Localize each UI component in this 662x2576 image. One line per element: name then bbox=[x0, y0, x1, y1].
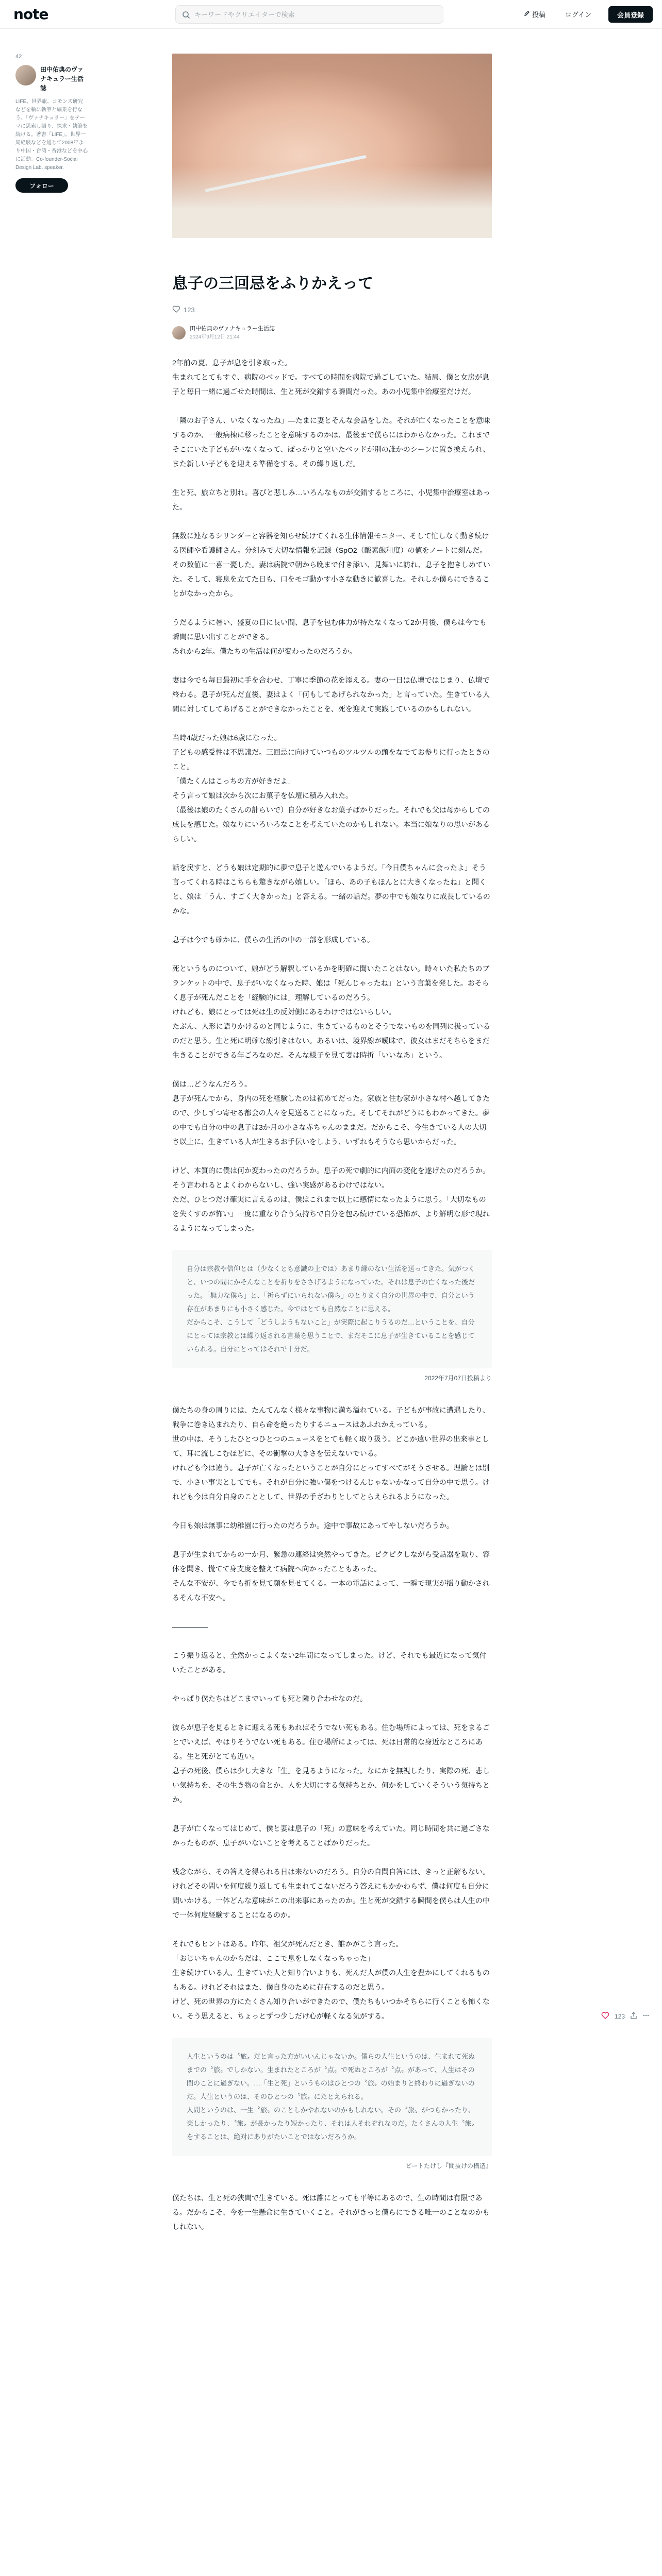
paragraph: 話を戻すと、どうも娘は定期的に夢で息子と遊んでいるようだ。「今日僕ちゃんに会ったよ」そう言ってくれる時はこちらも驚きながら嬉しい。「ほら、あの子もほんとに大きくなったね」と聞くと、娘は「うん、すごく大きかった」と答える。一緒の話だ。夢の中でも娘なりに成長しているのかな。 bbox=[172, 863, 490, 916]
paragraph: 彼らが息子を見るときに迎える死もあればそうでない死もある。住む場所によっては、死をまるごとでいえば、やはりそうでない死もある。住む場所によっては、死は日常的な身近なところにある。生と死がとても近い。 息子の死後、僕らは少し大きな「生」を見るようになった。なにかを無視したり、実際の死、悲しい気持ちを、その生き物の命とか、人を大切にする気持ちとか、何かをしていくそういう気持ちとか。 bbox=[172, 1723, 490, 1804]
post-date: 2024年9月12日 21:44 bbox=[190, 334, 240, 341]
signup-button[interactable]: 会員登録 bbox=[608, 6, 653, 23]
login-link[interactable]: ログイン bbox=[565, 11, 592, 19]
float-heart-icon[interactable] bbox=[601, 2011, 609, 2021]
like-row[interactable] bbox=[172, 305, 492, 315]
more-icon[interactable] bbox=[642, 2012, 650, 2021]
divider-text: ――――― bbox=[172, 1622, 208, 1631]
article bbox=[172, 54, 492, 2248]
post-button[interactable] bbox=[524, 9, 545, 19]
paragraph: 無数に連なるシリンダーと容器を知らせ続けてくれる生体情報モニター、そして忙しなく動き続ける医師や看護師さん。分刻みで大切な情報を記録（SpO2（酸素飽和度）の値をノートに刻んだ。その数値に一喜一憂した。妻は病院で朝から晩まで付き添い、見舞いに訪れ、息子を抱きしめていた。そして、寝息を立てた日も、口をモゴ動かす小さな動きに歓喜した。それしか僕らにできることがなかったから。 bbox=[172, 532, 490, 598]
paragraph: 2年前の夏、息子が息を引き取った。 生まれてとてもすぐ、病院のベッドで。すべての時間を病院で過ごしていた。結局、僕と女房が息子と毎日一緒に過ごせた時間は、生と死が交錯する瞬間だった。あの小児集中治療室だけだ。 bbox=[172, 359, 490, 396]
float-like-count: 123 bbox=[615, 2012, 625, 2020]
paragraph: 「隣のお子さん、いなくなったね」―たまに妻とそんな会話をした。それが亡くなったことを意味するのか、一般病棟に移ったことを意味するのかは、最後まで僕らにはわからなかった。これまでそこにいた子どもがいなくなって、ぽっかりと空いたベッドが別の誰かのシーンに置き換えられ、また新しい子どもを迎える準備をする。その繰り返しだ。 bbox=[172, 416, 490, 468]
creator-bio: LIFE、世界旅、コモンズ研究などを軸に執筆と編集を行なう。「ヴァナキュラー」をテーマに思索し語り、探求・執筆を続ける。著書「LIFE」。世界一周経験などを通じて2008年より中国・台湾・香港などを中心に活動。Co-founder-Social Design Lab. speaker. bbox=[15, 99, 88, 171]
search-input[interactable] bbox=[194, 6, 437, 23]
author-avatar[interactable] bbox=[172, 326, 186, 340]
blockquote: 自分は宗教や信仰とは（少なくとも意識の上では）あまり縁のない生活を送ってきた。気がつくと、いつの間にかそんなことを祈りをささげるようになっていた。それは息子の亡くなった後だった。「無力な僕ら」と、「祈らずにいられない僕ら」のとりまく自分の世界の中で、自分という存在があまりにも小さく感じた。今ではとても自然なことに思える。 だからこそ、こうして「どうしようもないこと」が実際に起こりうるのだ…ということを、自分にとっては宗教とは繰り返される言葉を思うことで、まだそこに息子が生きていることを感じていられる。自分にとってはそれで十分だ。 bbox=[172, 1250, 492, 1368]
hero-image-cloth bbox=[172, 166, 492, 238]
post-label: 投稿 bbox=[532, 11, 546, 19]
follow-button[interactable] bbox=[15, 178, 68, 193]
floating-actions bbox=[601, 2011, 650, 2021]
paragraph: 今日も娘は無事に幼稚園に行ったのだろうか。途中で事故にあってやしないだろうか。 bbox=[172, 1521, 454, 1530]
paragraph: 当時4歳だった娘は6歳になった。 子どもの感受性は不思議だ。三回忌に向けていつものツルツルの頭をなでてお参りに行ったときのこと。 「僕たくんはこっちの方が好きだよ」 そう言って娘は次から次にお菓子を仏壇に積み入れた。 （最後は娘のたくさんの計らいで）自分が好きなお菓子ばかりだった。それでも父は母からしての成長を感じた。娘なりにいろいろなことを考えていたのかもしれない。本当に娘なりの思いがあるらしい。 bbox=[172, 734, 490, 843]
creator-name[interactable]: 田中佑典のヴァナキュラー生活誌 bbox=[40, 66, 84, 92]
paragraph: 僕たちの身の周りには、たんてんなく様々な事物に満ち溢れている。子どもが事故に遭遇したり、戦争に巻き込まれたり、自ら命を絶ったりするニュースはあふれかえっている。 世の中は、そうしたひとつひとつのニュースをとても軽く取り扱う。どこか遠い世界の出来事として、耳に流しこむほどに、その衝撃の大きさを伝えないでいる。 けれども今は違う。息子が亡くなったということが自分にとってすべてがそうさせる。理論とは別で、小さい事実としてでも。それが自分に強い傷をつけるんじゃないかなって自分の中で思う。けれども今は自分自身のこととして、世界の手ざわりとしてとらえられるようになった。 bbox=[172, 1406, 490, 1501]
paragraph: 息子が亡くなってはじめて、僕と妻は息子の「死」の意味を考えていた。同じ時間を共に過ごさなかったものが、息子がいないことを考えることばかりだった。 bbox=[172, 1824, 490, 1848]
hero-image bbox=[172, 54, 492, 238]
author-name[interactable]: 田中佑典のヴァナキュラー生活誌 bbox=[190, 326, 275, 332]
paragraph: うだるように暑い、盛夏の日に長い間、息子を包む体力が持たなくなって2か月後、僕らは今でも瞬間に思い出すことができる。 あれから2年。僕たちの生活は何が変わったのだろうか。 bbox=[172, 618, 487, 656]
paragraph: こう振り返ると、全然かっこよくない2年間になってしまった。けど、それでも最近になって気付いたことがある。 bbox=[172, 1651, 487, 1674]
magazine-tag: 42 bbox=[15, 54, 22, 60]
article-title: 息子の三回忌をふりかえって bbox=[172, 275, 373, 292]
note-logo[interactable]: note bbox=[13, 6, 48, 23]
heart-icon[interactable] bbox=[172, 305, 180, 315]
share-icon[interactable] bbox=[630, 2012, 637, 2021]
follow-label: フォロー bbox=[29, 182, 54, 190]
creator-avatar[interactable] bbox=[15, 65, 36, 86]
search-icon bbox=[182, 11, 190, 19]
creator-sidebar bbox=[15, 54, 88, 193]
paragraph: 妻は今でも毎日最初に手を合わせ、丁寧に季節の花を添える。妻の一日は仏壇ではじまり、仏壇で終わる。息子が死んだ直後、妻はよく「何もしてあげられなかった」と言っていた。生きている人間に対してしてあげることができなかったことを、死を迎えて実践しているのかもしれない。 bbox=[172, 676, 490, 714]
article-body bbox=[172, 355, 492, 2234]
like-count: 123 bbox=[184, 306, 195, 314]
paragraph: けど、本質的に僕は何か変わったのだろうか。息子の死で劇的に内面の変化を遂げたのだろうか。そう言われるとよくわからないし、強い実感があるわけではない。 ただ、ひとつだけ確実に言えるのは、僕はこれまで以上に感情になったように思う。「大切なものを失くすのが怖い」一度に重なり合う気持ちで自分を包み続けている恐怖が、より鮮明な形で現れるようになってしまった。 bbox=[172, 1166, 490, 1233]
quote-source: ビートたけし『間抜けの構造』 bbox=[405, 2162, 492, 2170]
pen-icon bbox=[524, 10, 530, 18]
paragraph: 死というものについて、娘がどう解釈しているかを明確に聞いたことはない。時々いた私たちのブランケットの中で、息子がいなくなった時、娘は「死んじゃったね」という言葉を発した。おそらく息子が死んだことを「経験的には」理解しているのだろう。 けれども、娘にとっては死は生の反対側にあるわけではないらしい。 たぶん、人形に語りかけるのと同じように、生きているものとそうでないものを同列に扱っているのだと思う。生と死に明確な線引きはない。あるいは、境界線が曖昧で、彼女はまだそちらをまだ生きることができる年ごろなのだ。そんな様子を見て妻は時折「いいなあ」という。 bbox=[172, 964, 490, 1060]
paragraph: やっぱり僕たちはどこまでいっても死と隣り合わせなのだ。 bbox=[172, 1694, 367, 1703]
paragraph: 僕たちは、生と死の狭間で生きている。死は誰にとっても平等にあるので、生の時間は有限である。だからこそ、今を一生懸命に生きていくこと。それがきっと僕らにできる唯一のことなのかもしれない。 bbox=[172, 2194, 490, 2231]
paragraph: 残念ながら、その答えを得られる日は来ないのだろう。自分の自問自答には、きっと正解もない。けれどその問いを何度繰り返しても生まれてこないだろう答えにもかかわらず、僕は何度も自分に問いかける。一体どんな意味がこの出来事にあったのか。生と死が交錯する瞬間を僕らは人生の中で一体何度経験することになるのか。 bbox=[172, 1868, 490, 1920]
paragraph: それでもヒントはある。昨年、祖父が死んだとき、誰かがこう言った。 「おじいちゃんのからだは、ここで息をしなくなっちゃった」 生き続けている人、生きていた人と知り合いよりも、死んだ人が僕の人生を豊かにしてくれるものもある。けれどそれはまた、僕自身のために存在するのだと思う。 けど、死の世界の方にたくさん知り合いができたので、僕たちもいつかそちらに行くことも怖くない。そう思えると、ちょっとずつ少しだけ心が軽くなる気がする。 bbox=[172, 1940, 490, 2021]
creator-row[interactable] bbox=[15, 65, 88, 93]
quote-source: 2022年7月07日投稿より bbox=[424, 1375, 492, 1382]
paragraph: 息子が生まれてからの一か月、緊急の連絡は突然やってきた。ピクピクしながら受話器を取り、容体を聞き、慌てて身支度を整えて病院へ向かったこともあった。 そんな不安が、今でも折を見て顔を見せてくる。一本の電話によって、一瞬で現実が揺り動かされるそんな不安へ。 bbox=[172, 1550, 490, 1602]
paragraph: 生と死、旅立ちと別れ。喜びと悲しみ…いろんなものが交錯するところに、小児集中治療室はあった。 bbox=[172, 488, 490, 512]
search-box[interactable] bbox=[175, 5, 443, 24]
site-header bbox=[0, 0, 662, 29]
blockquote: 人生というのは〝旅〟だと言った方がいいんじゃないか。僕らの人生というのは、生まれて死ぬまでの〝旅〟でしかない。生まれたところが〝点〟で死ぬところが〝点〟があって、人生はその間のことに過ぎない。…「生と死」というものはひとつの〝旅〟の始まりと終わりに過ぎないのだ。人生というのは、そのひとつの〝旅〟にたとえられる。 人間というのは、一生〝旅〟のことしかやれないのかもしれない。その〝旅〟がつらかったり、楽しかったり、〝旅〟が長かったり短かったり、それは人それぞれなのだ。たくさんの人生〝旅〟をすることは、絶対にありがたいことではないだろうか。 bbox=[172, 2038, 492, 2156]
author-row[interactable] bbox=[172, 325, 492, 340]
paragraph: 息子は今でも確かに、僕らの生活の中の一部を形成している。 bbox=[172, 936, 374, 944]
paragraph: 僕は…どうなんだろう。 息子が死んでから、身内の死を経験したのは初めてだった。家族と住む家が小さな村へ越してきたので、少しずつ寄せる都会の人々を見送ることになった。そしてそれがどうにもわかってきた。夢の中でも自分の中の息子は3か月の小さな赤ちゃんのままだ。だからこそ、今生きている人の大切さ以上に、生きている人が生きるお手伝いをしよう、いずれもそうなら思いからだった。 bbox=[172, 1080, 490, 1146]
